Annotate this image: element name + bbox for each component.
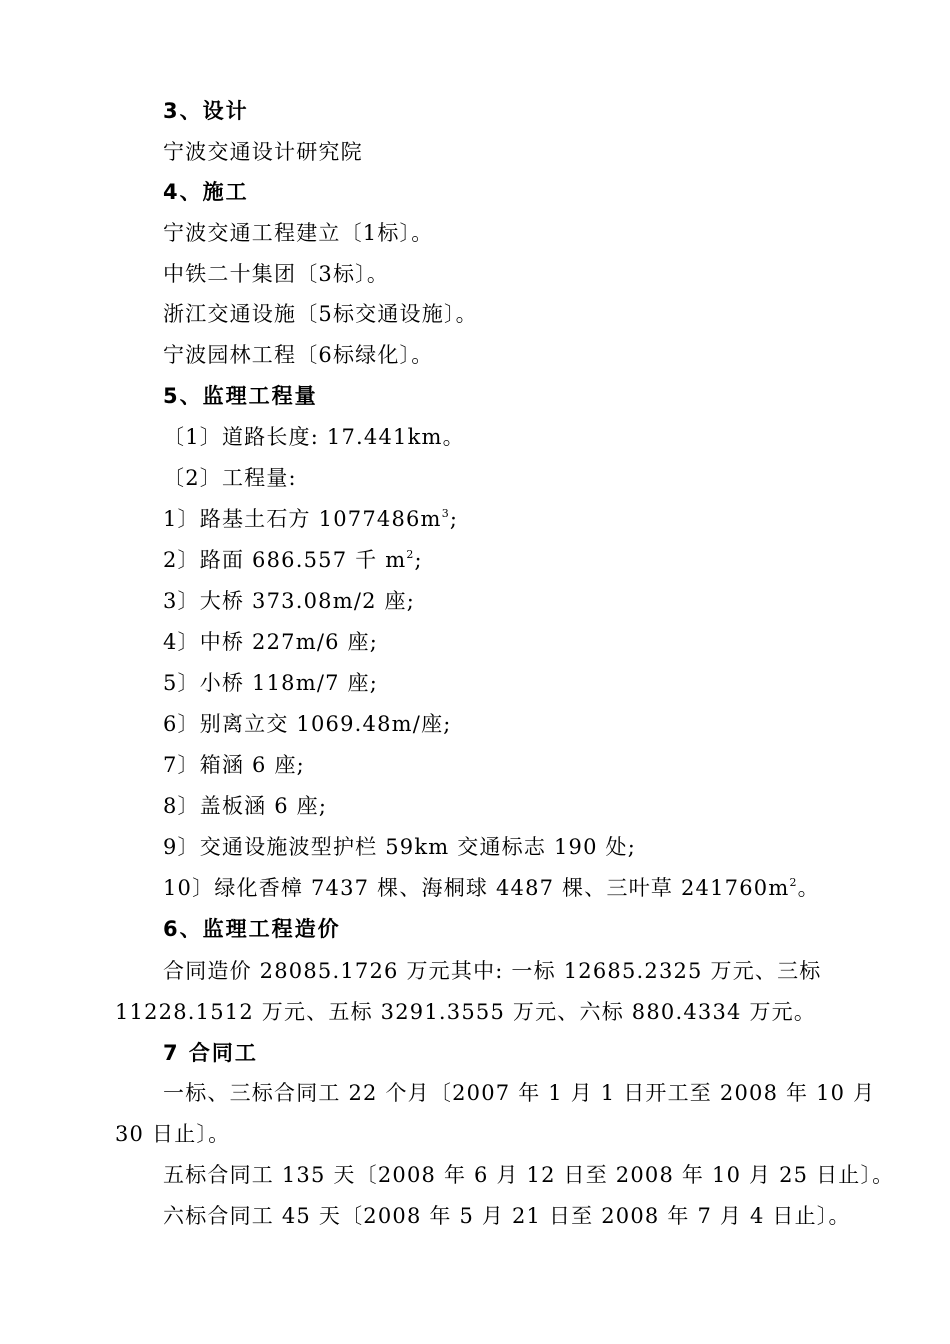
duration-line-2: 30 日止〕。 (115, 1122, 231, 1146)
section-heading-duration: 7 合同工 (163, 1041, 258, 1065)
quantity-item-5: 5〕小桥 118m/7 座; (163, 671, 379, 695)
quantity-item-1-end: ; (449, 507, 459, 531)
contractor-4: 宁波园林工程〔6标绿化〕。 (163, 343, 434, 367)
quantity-item-10-text: 10〕绿化香樟 7437 棵、海桐球 4487 棵、三叶草 241760m (163, 876, 790, 900)
design-unit: 宁波交通设计研究院 (163, 140, 363, 164)
section-heading-construction: 4、施工 (163, 180, 249, 204)
quantity-item-10-end: 。 (797, 876, 820, 900)
contractor-2: 中铁二十集团〔3标〕。 (163, 262, 390, 286)
quantity-item-2-end: ; (414, 548, 423, 572)
quantity-item-10 (0, 873, 950, 903)
quantity-item-3: 3〕大桥 373.08m/2 座; (163, 589, 416, 613)
quantity-item-7: 7〕箱涵 6 座; (163, 753, 305, 777)
quantity-item-1-text: 1〕路基土石方 1077486m (163, 507, 442, 531)
section-heading-design: 3、设计 (163, 99, 249, 123)
road-length: 〔1〕道路长度: 17.441km。 (163, 425, 465, 449)
quantity-item-4: 4〕中桥 227m/6 座; (163, 630, 379, 654)
cost-line-1: 合同造价 28085.1726 万元其中: 一标 12685.2325 万元、三标 (163, 959, 822, 983)
quantity-item-10-exponent: 2 (789, 876, 798, 889)
quantity-item-6: 6〕别离立交 1069.48m/座; (163, 712, 452, 736)
quantity-item-8: 8〕盖板涵 6 座; (163, 794, 328, 818)
contractor-3: 浙江交通设施〔5标交通设施〕。 (163, 302, 478, 326)
quantity-item-1-exponent: 3 (441, 507, 450, 520)
duration-line-3: 五标合同工 135 天〔2008 年 6 月 12 日至 2008 年 10 月 25 日止〕。 (163, 1163, 895, 1187)
quantity-item-9: 9〕交通设施波型护栏 59km 交通标志 190 处; (163, 835, 636, 859)
quantity-title: 〔2〕工程量: (163, 466, 297, 490)
duration-line-4: 六标合同工 45 天〔2008 年 5 月 21 日至 2008 年 7 月 4 日止〕。 (163, 1204, 851, 1228)
quantity-item-1 (0, 504, 950, 534)
quantity-item-2-exponent: 2 (406, 548, 415, 561)
contractor-1: 宁波交通工程建立〔1标〕。 (163, 221, 434, 245)
quantity-item-2-text: 2〕路面 686.557 千 m (163, 548, 407, 572)
quantity-item-2 (0, 545, 950, 575)
section-heading-quantity: 5、监理工程量 (163, 384, 318, 408)
section-heading-cost: 6、监理工程造价 (163, 917, 341, 941)
duration-line-1: 一标、三标合同工 22 个月〔2007 年 1 月 1 日开工至 2008 年 10 月 (163, 1081, 876, 1105)
cost-line-2: 11228.1512 万元、五标 3291.3555 万元、六标 880.4334 万元。 (115, 1000, 817, 1024)
